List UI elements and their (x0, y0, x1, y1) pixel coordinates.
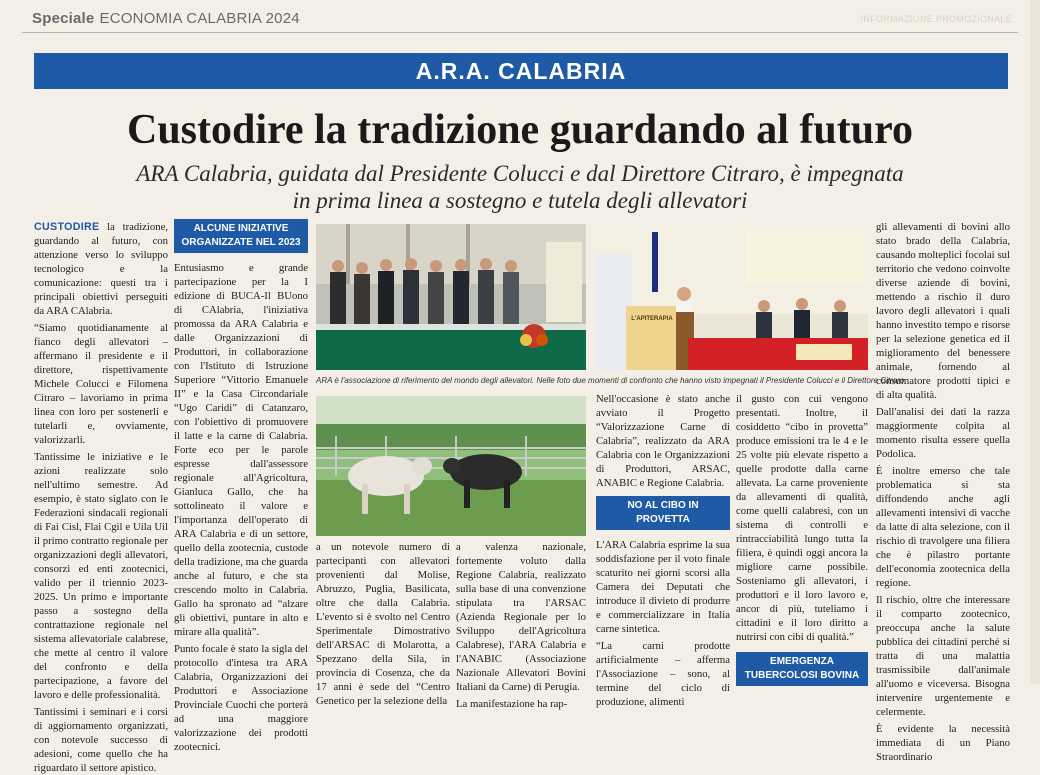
section-band-title: A.R.A. CALABRIA (34, 53, 1008, 89)
photo-meeting-2-image (596, 224, 868, 370)
photo-cattle-image (316, 396, 586, 536)
paragraph: “Siamo quotidianamente al fianco degli allevatori – affermano il presidente e il direttore, rispettivamente Michele Colucci e Filomena Citraro – lavoriamo in prima linea con loro per sostenerli e tutelarli e, ovviamente, valorizzarli. (34, 322, 168, 446)
article-subtitle (0, 160, 1040, 214)
paragraph: È evidente la necessità immediata di un Piano Straordinario (876, 723, 1010, 763)
photo-meeting-2 (596, 224, 868, 370)
photo-meeting-1 (316, 224, 586, 370)
paragraph: Punto focale è stato la sigla del protocollo d'intesa tra ARA Calabria, Organizzazioni dei Produttori e Associazione Provinciale Cuochi che porterà ad una maggiore valorizzazione dei prodotti zootecnici. (174, 643, 308, 753)
subtitle-line-2: in prima linea a sostegno e tutela degli allevatori (292, 188, 748, 213)
paragraph: “La carni prodotte artificialmente – afferma l'Associazione – sono, al termine del ciclo di produzione, alimenti (596, 640, 730, 708)
section-box-tuberculosis: EMERGENZA TUBERCOLOSI BOVINA (736, 652, 868, 686)
photo-cattle (316, 396, 586, 536)
article-column-7 (876, 220, 1010, 763)
paragraph: È inoltre emerso che tale problematica si sta diffondendo anche agli allevamenti intensivi di vacche da latte di alta selezione, con il rischio di travolgere una filiera che è pilastro portante dell'economia zootecnica della regione. (876, 465, 1010, 589)
article-column-1 (34, 220, 168, 774)
paragraph: Il rischio, oltre che interessare il comparto zootecnico, preoccupa anche la salute pubblica dei cittadini perché si tratta di una malattia trasmissibile dall'animale all'uomo e viceversa. Bisogna intervenire urgentemente e celermente. (876, 594, 1010, 718)
paragraph: il gusto con cui vengono presentati. Inoltre, il cosiddetto “cibo in provetta” produce emissioni tra le 4 e le 25 volte più elevate rispetto a quelle prodotte dalla carne allevata. La carne proveniente da allevamenti di qualità, come quelli calabresi, con un sistema di controlli e rintracciabilità lungo tutta la filiera, è quindi oggi ancora la migliore carne possibile. Sosteniamo gli allevatori, i produttori e il loro lavoro e, ancor di più, tuteliamo i cittadini e il loro diritto a nutrirsi con cibi di qualità.” (736, 393, 868, 643)
photo-meeting-1-image (316, 224, 586, 370)
dropcap-word: CUSTODIRE (34, 221, 100, 233)
section-box-initiatives: ALCUNE INIZIATIVE ORGANIZZATE NEL 2023 (174, 219, 308, 253)
paragraph: La manifestazione ha rap- (456, 698, 568, 710)
article-column-5 (596, 392, 730, 708)
article-column-2 (174, 219, 308, 753)
photo-caption: ARA è l'associazione di riferimento del mondo degli allevatori. Nelle foto due momenti di confronto che hanno visto impegnati il Presidente Colucci e il Direttore Citraro (316, 376, 905, 385)
section-box-lab-meat: NO AL CIBO IN PROVETTA (596, 496, 730, 530)
paragraph: a valenza nazionale, fortemente voluto dalla Regione Calabria, realizzato sulla base di una convenzione stipulata tra l'ARSAC (Azienda Regionale per lo Sviluppo dell'Agricoltura Calabrese), l'ARA Calabria e l'ANABIC (Associazione Nazionale Allevatori Bovini Italiani da Carne) di Perugia. (456, 541, 586, 693)
paragraph: L'ARA Calabria esprime la sua soddisfazione per il voto finale scaturito nei giorni scorsi alla Camera dei Deputati che introduce il divieto di produrre e commercializzare in Italia carne sintetica. (596, 539, 730, 635)
article-column-3 (316, 540, 450, 707)
paragraph: a un notevole numero di partecipanti con allevatori provenienti dal Molise, Abruzzo, Puglia, Basilicata, oltre che dalla Calabria. L'evento si è svolto nel Centro Sperimentale Dimostrativo dell'ARSAC di Molarotta, a Spezzano della Sila, in provincia di Cosenza, che da 17 anni è sede del “Centro Genetico per la selezione della (316, 541, 450, 707)
page-edge (1030, 0, 1040, 684)
paragraph: la tradizione, guardando al futuro, con attenzione verso lo sviluppo tecnologico e la comunicazione: questi tra i principali obiettivi perseguiti da ARA CAlabria. (34, 221, 168, 317)
article-column-4 (456, 540, 586, 710)
paragraph: Dall'analisi dei dati la razza maggiormente colpita al momento risulta essere quella Podolica. (876, 406, 1010, 460)
section-label: Speciale ECONOMIA CALABRIA 2024 (32, 10, 300, 27)
paragraph: gli allevamenti di bovini allo stato brado della Calabria, causando molteplici focolai sul territorio che vedono coinvolte diverse aziende di bovini, mettendo a rischio il duro lavoro degli allevatori i quali hanno investito tempo e risorse per la selezione genetica ed il miglioramento del benessere animale, fornendo al consumatore prodotti tipici e di alta qualità. (876, 221, 1010, 401)
subtitle-line-1: ARA Calabria, guidata dal Presidente Colucci e dal Direttore Citraro, è impegnata (136, 161, 904, 186)
article-column-6 (736, 392, 868, 684)
page-header (22, 5, 1018, 33)
paragraph: Tantissime le iniziative e le azioni realizzate solo nell'ultimo semestre. Ad esempio, è stato siglato con le Federazioni sindacali regionali di Fai Cisl, Flai Cgil e Uila Uil il primo contratto regionale per organizzazioni degli allevatori, consorzi ed enti zootecnici, valido per il triennio 2023-2025. Un primo e importante passo a sostegno della contrattazione regionale nel sistema allevatoriale calabrese, che mette al centro il valore del confronto e della partecipazione, a favore del lavoro e delle professionalità. (34, 451, 168, 701)
banner-apiterapia: L'APITERAPIA (631, 316, 673, 322)
promo-label: INFORMAZIONE PROMOZIONALE (860, 14, 1012, 24)
paragraph: Tantissimi i seminari e i corsi di aggiornamento organizzati, con notevole successo di adesioni, come quello che ha riguardato il settore apistico. (34, 706, 168, 774)
paragraph: Entusiasmo e grande partecipazione per la I edizione di BUCA-Il BUono di CAlabria, l'iniziativa promossa da ARA Calabria e dalle Organizzazioni di Produttori, in collaborazione con l'Istituto di Istruzione Superiore “Vittorio Emanuele II” e la Casa Circondariale “Ugo Caridi” di Catanzaro, con l'obiettivo di promuovere il latte e la carne di Calabria. Forte eco per le parole espresse dall'assessore regionale all'Agricoltura, Gianluca Gallo, che ha sottolineato il valore e l'importanza dell'operato di ARA Calabria e di un settore, quello della zootecnia, custode della tradizione, ma che guarda anche al futuro, e che sta crescendo molto in Calabria. Gallo ha spronato ad “alzare gli obiettivi, puntare in alto e mirare alla qualità”. (174, 262, 308, 638)
paragraph: Nell'occasione è stato anche avviato il Progetto “Valorizzazione Carne di Calabria”, realizzato da ARA Calabria con le Organizzazioni di Produttori, ARSAC, ANABIC e Regione Calabria. (596, 393, 730, 489)
article-headline: Custodire la tradizione guardando al futuro (126, 107, 914, 153)
